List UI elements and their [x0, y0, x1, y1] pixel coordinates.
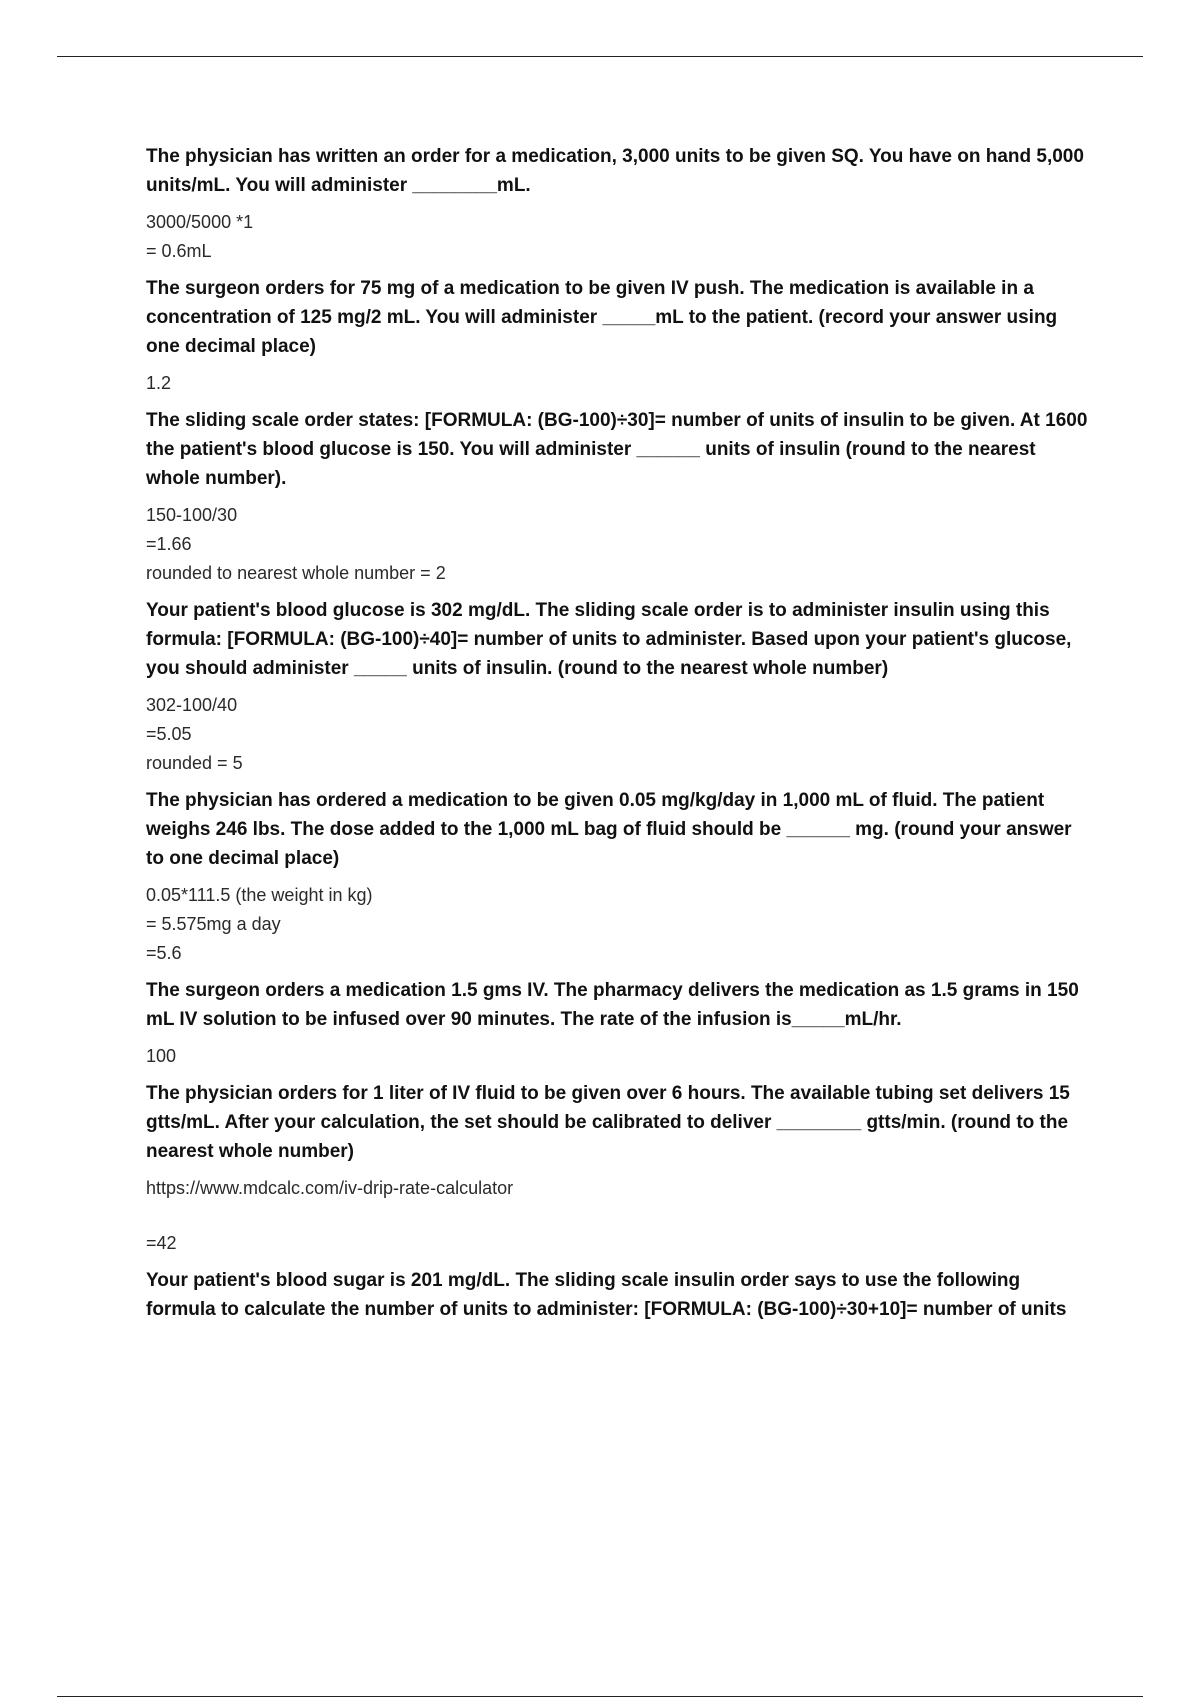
answer-line: =5.05 — [146, 724, 192, 744]
answer-line: 150-100/30 — [146, 505, 238, 525]
question-block-7 — [146, 1079, 1091, 1258]
question-block-4 — [146, 596, 1091, 778]
answer-link-text — [146, 1174, 1091, 1203]
question-text: Your patient's blood sugar is 201 mg/dL. The sliding scale insulin order says to use the following formula to calculate the number of units to administer: [FORMULA: (BG-100)÷30+10]= number of units — [146, 1270, 1067, 1320]
question-block-5 — [146, 786, 1091, 968]
answer-line: =1.66 — [146, 534, 192, 554]
question-text: The physician has ordered a medication to be given 0.05 mg/kg/day in 1,000 mL of fluid. The patient weighs 246 lbs. The dose added to the 1,000 mL bag of fluid should be ______ mg. (round your answer to one decimal place) — [146, 790, 1072, 869]
answer-text — [146, 691, 1091, 778]
answer-text — [146, 881, 1091, 968]
answer-text — [146, 501, 1091, 588]
answer-line: 3000/5000 *1 — [146, 212, 254, 232]
question-block-2 — [146, 274, 1091, 398]
question-block-3 — [146, 406, 1091, 588]
answer-line: =5.6 — [146, 943, 182, 963]
answer-line: = 5.575mg a day — [146, 914, 281, 934]
footer-rule — [57, 1696, 1143, 1697]
answer-text — [146, 1229, 1091, 1258]
document-body — [146, 142, 1091, 1332]
answer-line: =42 — [146, 1233, 177, 1253]
question-block-6 — [146, 976, 1091, 1071]
question-block-8 — [146, 1266, 1091, 1324]
question-text: The sliding scale order states: [FORMULA: (BG-100)÷30]= number of units of insulin to be given. At 1600 the patient's blood glucose is 150. You will administer ______ units of insulin (round to the nearest whole number). — [146, 410, 1088, 489]
answer-line: rounded = 5 — [146, 753, 243, 773]
question-text: The surgeon orders for 75 mg of a medication to be given IV push. The medication is available in a concentration of 125 mg/2 mL. You will administer _____mL to the patient. (record your answer using one decimal place) — [146, 278, 1058, 357]
answer-text — [146, 208, 1091, 266]
answer-line: 1.2 — [146, 373, 172, 393]
question-text: The physician orders for 1 liter of IV fluid to be given over 6 hours. The available tubing set delivers 15 gtts/mL. After your calculation, the set should be calibrated to deliver ________ gtts/min. (round to the nearest whole number) — [146, 1083, 1070, 1162]
question-text: The physician has written an order for a medication, 3,000 units to be given SQ. You have on hand 5,000 units/mL. You will administer ________mL. — [146, 146, 1084, 196]
header-rule — [57, 56, 1143, 57]
answer-text — [146, 1042, 1091, 1071]
answer-line: 302-100/40 — [146, 695, 238, 715]
answer-line: = 0.6mL — [146, 241, 212, 261]
answer-text — [146, 369, 1091, 398]
answer-line: 100 — [146, 1046, 177, 1066]
answer-line: 0.05*111.5 (the weight in kg) — [146, 885, 373, 905]
question-block-1 — [146, 142, 1091, 266]
answer-line: https://www.mdcalc.com/iv-drip-rate-calculator — [146, 1178, 514, 1198]
question-text: Your patient's blood glucose is 302 mg/dL. The sliding scale order is to administer insulin using this formula: [FORMULA: (BG-100)÷40]= number of units to administer. Based upon your patient's glucose, you should administer _____ units of insulin. (round to the nearest whole number) — [146, 600, 1072, 679]
answer-line: rounded to nearest whole number = 2 — [146, 563, 446, 583]
question-text: The surgeon orders a medication 1.5 gms IV. The pharmacy delivers the medication as 1.5 grams in 150 mL IV solution to be infused over 90 minutes. The rate of the infusion is_____mL/hr. — [146, 980, 1079, 1030]
